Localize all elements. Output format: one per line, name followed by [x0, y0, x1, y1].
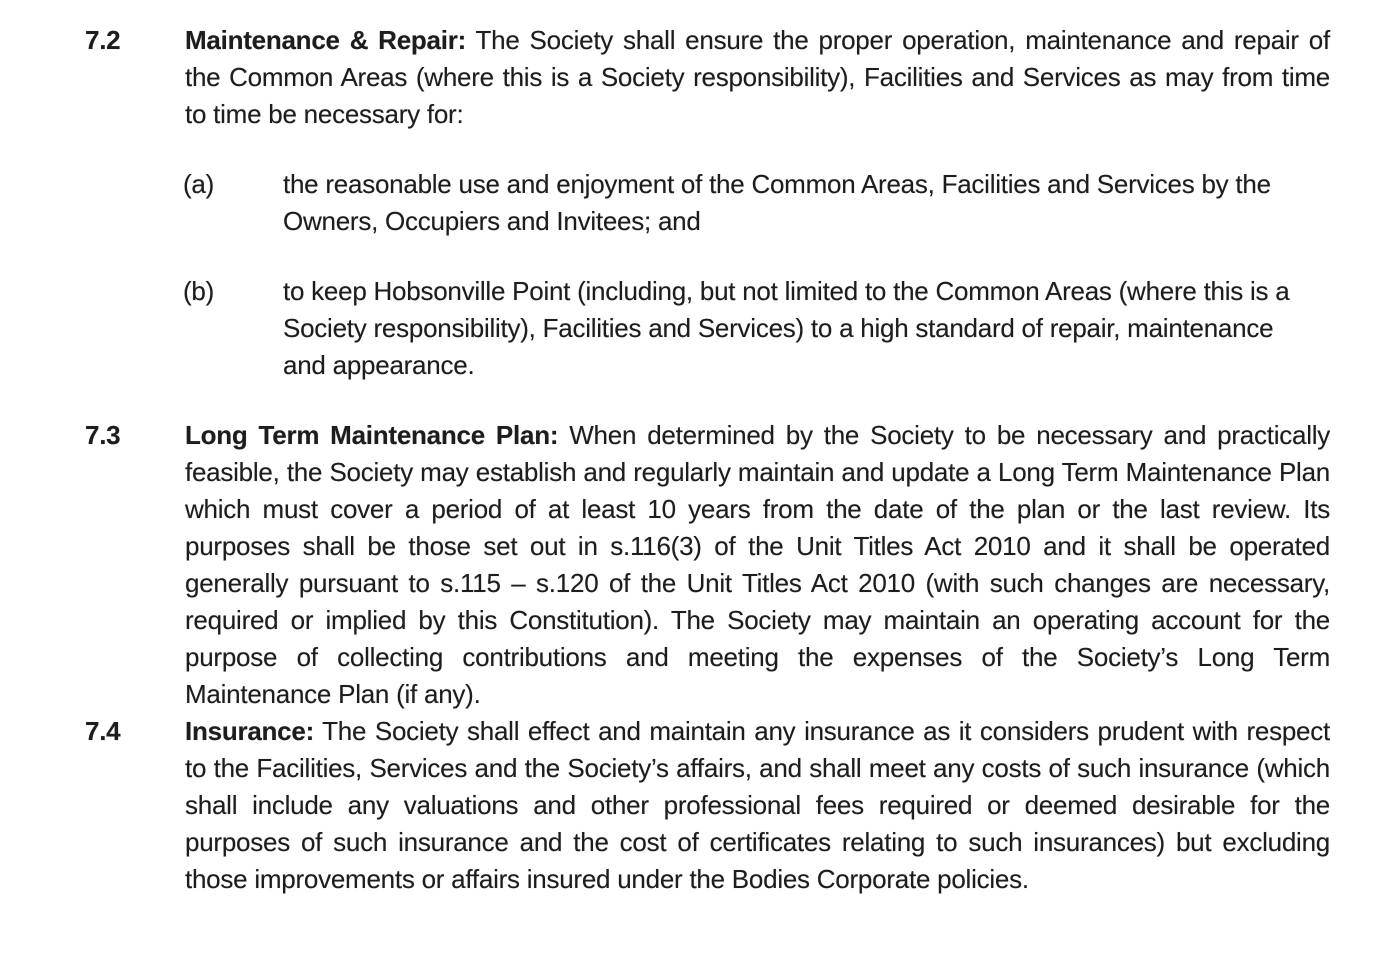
clause-body-text: The Society shall effect and maintain any insurance as it considers prudent with respect to the Facilities, Services and the Society’s affairs, and shall meet any costs of such insurance (which shall include any valuations and other professional fees required or deemed desirable for the purposes of such insurance and the cost of certificates relating to such insurances) but excluding those improvements or affairs insured under the Bodies Corporate policies.	[185, 716, 1330, 894]
clause-paragraph	[185, 22, 1330, 133]
subclause-text: the reasonable use and enjoyment of the Common Areas, Facilities and Services by the Owners, Occupiers and Invitees; and	[283, 169, 1271, 236]
clause-number: 7.3	[85, 420, 121, 450]
subclause-label: (b)	[183, 276, 215, 306]
clause-paragraph	[185, 713, 1330, 898]
clause-paragraph	[185, 417, 1330, 713]
clause-body-text: When determined by the Society to be necessary and practically feasible, the Society may establish and regularly maintain and update a Long Term Maintenance Plan which must cover a period of at least 10 years from the date of the plan or the last review. Its purposes shall be those set out in s.116(3) of the Unit Titles Act 2010 and it shall be operated generally pursuant to s.115 – s.120 of the Unit Titles Act 2010 (with such changes are necessary, required or implied by this Constitution). The Society may maintain an operating account for the purpose of collecting contributions and meeting the expenses of the Society’s Long Term Maintenance Plan (if any).	[185, 420, 1330, 709]
clause-number: 7.2	[85, 25, 121, 55]
clause-content	[185, 417, 1330, 713]
subclause-b	[185, 273, 1330, 384]
clause-7-3	[0, 417, 1400, 713]
clause-heading: Maintenance & Repair:	[185, 25, 467, 55]
clause-content	[185, 713, 1330, 898]
clause-heading: Insurance:	[185, 716, 314, 746]
clause-7-4	[0, 713, 1400, 898]
clause-number: 7.4	[85, 716, 121, 746]
subclause-text: to keep Hobsonville Point (including, but not limited to the Common Areas (where this is a Society responsibility), Facilities and Services) to a high standard of repair, maintenance and appearance.	[283, 276, 1290, 380]
clause-content	[185, 22, 1330, 384]
clause-heading: Long Term Maintenance Plan:	[185, 420, 559, 450]
subclause-a	[185, 166, 1330, 240]
clause-body-text: The Society shall ensure the proper operation, maintenance and repair of the Common Areas (where this is a Society responsibility), Facilities and Services as may from time to time be necessary for:	[185, 25, 1330, 129]
clause-7-2	[0, 22, 1400, 384]
subclause-label: (a)	[183, 169, 215, 199]
